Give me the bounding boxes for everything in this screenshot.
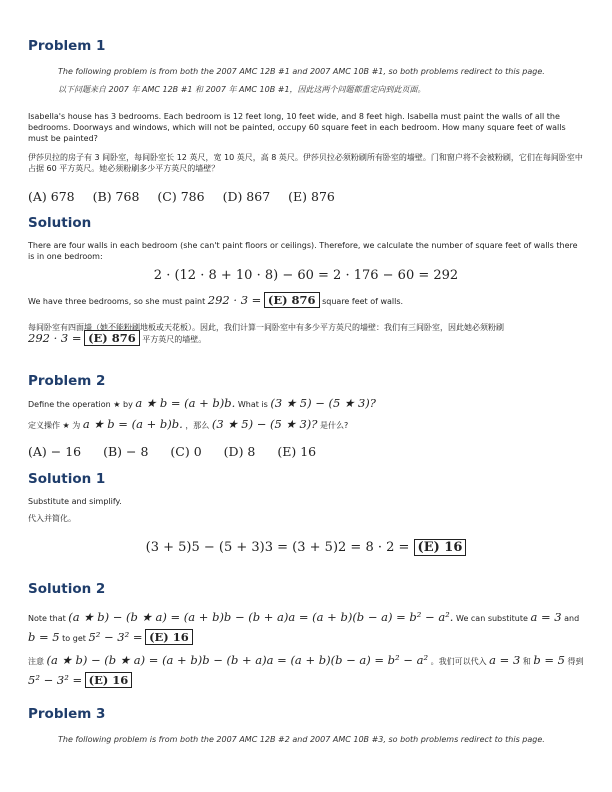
problem-1-text-en: Isabella's house has 3 bedrooms. Each bedroom is 12 feet long, 10 feet wide, and 8 feet high. Isabella must paint the walls of all the bedrooms. Doorways and windows, which will not be painted, occupy 60 square feet in each bedroom. How many square feet of walls must be painted? — [28, 112, 566, 143]
math: 5² − 3² = — [28, 673, 83, 687]
text: 定义操作 ★ 为 — [28, 421, 81, 430]
solution-1-equation — [0, 540, 612, 555]
problem-1-text-zh: 伊莎贝拉的房子有 3 间卧室，每间卧室长 12 英尺，宽 10 英尺，高 8 英尺。伊莎贝拉必须粉刷所有卧室的墙壁。门和窗户将不会被粉刷，它们在每间卧室中占据 60 平方英尺。她必须粉刷多少平方英尺的墙壁？ — [28, 153, 583, 173]
text: 是什么? — [319, 421, 349, 430]
choice-b: (B) 768 — [92, 189, 140, 204]
text: 得到 — [567, 657, 584, 666]
text: We have three bedrooms, so she must paint — [28, 297, 206, 306]
solution-line-2 — [28, 295, 584, 307]
solution-text-en: There are four walls in each bedroom (she can't paint floors or ceilings). Therefore, we calculate the number of square feet of walls there is in one bedroom: — [28, 241, 578, 261]
answer-box: (E) 876 — [84, 330, 140, 346]
choice-a: (A) 678 — [28, 189, 75, 204]
choice-c: (C) 786 — [157, 189, 205, 204]
problem-1-choices — [28, 189, 335, 204]
text: to get — [62, 634, 86, 643]
math: (3 ★ 5) − (5 ★ 3)? — [211, 417, 318, 431]
answer-box: (E) 16 — [85, 672, 133, 688]
answer-box: (E) 16 — [145, 629, 193, 645]
text: What is — [237, 400, 268, 409]
text: We can substitute — [456, 614, 528, 623]
math: a = 3 — [530, 610, 562, 624]
math: 5² − 3² = — [88, 630, 143, 644]
math: b = 5 — [28, 630, 60, 644]
math: b = 5 — [533, 653, 565, 667]
choice-e: (E) 16 — [277, 444, 317, 459]
choice-d: (D) 8 — [223, 444, 256, 459]
math: (3 ★ 5) − (5 ★ 3)? — [270, 396, 376, 410]
problem-1-note-en: The following problem is from both the 2007 AMC 12B #1 and 2007 AMC 10B #1, so both problems redirect to this page. — [58, 67, 545, 76]
text: ，那么 — [185, 421, 210, 430]
solution-1-line-2: 代入并简化。 — [28, 514, 76, 523]
problem-2-choices — [28, 444, 316, 459]
text: 注意 — [28, 657, 44, 666]
text: 每间卧室有四面墙（她不能粉刷地板或天花板）。因此，我们计算一间卧室中有多少平方英尺的墙壁：我们有三间卧室，因此她必须粉刷 — [28, 323, 504, 332]
math: (3 + 5)5 − (5 + 3)3 = (3 + 5)2 = 8 · 2 = — [145, 540, 410, 555]
math: (a ★ b) − (b ★ a) = (a + b)b − (b + a)a = (a + b)(b − a) = b² − a² — [46, 653, 429, 667]
math: a ★ b = (a + b)b. — [135, 396, 236, 410]
choice-a: (A) − 16 — [28, 444, 82, 459]
text: and — [564, 614, 580, 623]
problem-2-heading: Problem 2 — [28, 373, 106, 389]
math: a = 3 — [489, 653, 521, 667]
problem-3-note-en: The following problem is from both the 2007 AMC 12B #2 and 2007 AMC 10B #3, so both problems redirect to this page. — [58, 735, 545, 744]
solution-2-zh — [28, 651, 584, 691]
math: (a ★ b) − (b ★ a) = (a + b)b − (b + a)a = (a + b)(b − a) = b² − a². — [68, 610, 454, 624]
text: 和 — [522, 657, 531, 666]
math: a ★ b = (a + b)b. — [82, 417, 183, 431]
choice-c: (C) 0 — [170, 444, 202, 459]
text: square feet of walls. — [322, 297, 404, 306]
problem-1-heading: Problem 1 — [28, 38, 106, 54]
text: Define the operation ★ by — [28, 400, 133, 409]
answer-box: (E) 16 — [414, 539, 467, 556]
choice-b: (B) − 8 — [103, 444, 149, 459]
solution-equation: 2 · (12 · 8 + 10 · 8) − 60 = 2 · 176 − 60 = 292 — [153, 268, 459, 283]
text: 。我们可以代入 — [430, 657, 487, 666]
solution-2-heading: Solution 2 — [28, 581, 106, 597]
math: 292 · 3 = — [28, 331, 82, 345]
text: 平方英尺的墙壁。 — [142, 335, 207, 344]
problem-2-def-zh — [28, 419, 584, 431]
solution-heading: Solution — [28, 215, 92, 231]
problem-3-heading: Problem 3 — [28, 706, 106, 722]
solution-1-line-1: Substitute and simplify. — [28, 497, 122, 506]
solution-2-en — [28, 608, 584, 648]
answer-box: (E) 876 — [264, 292, 320, 308]
math: 292 · 3 = — [207, 293, 262, 307]
solution-zh — [28, 322, 584, 345]
problem-1-note-zh: 以下问题来自 2007 年 AMC 12B #1 和 2007 年 AMC 10B #1，因此这两个问题都重定向到此页面。 — [58, 85, 426, 94]
solution-1-heading: Solution 1 — [28, 471, 106, 487]
choice-d: (D) 867 — [222, 189, 271, 204]
problem-2-def-en — [28, 398, 584, 410]
choice-e: (E) 876 — [288, 189, 335, 204]
text: Note that — [28, 614, 66, 623]
